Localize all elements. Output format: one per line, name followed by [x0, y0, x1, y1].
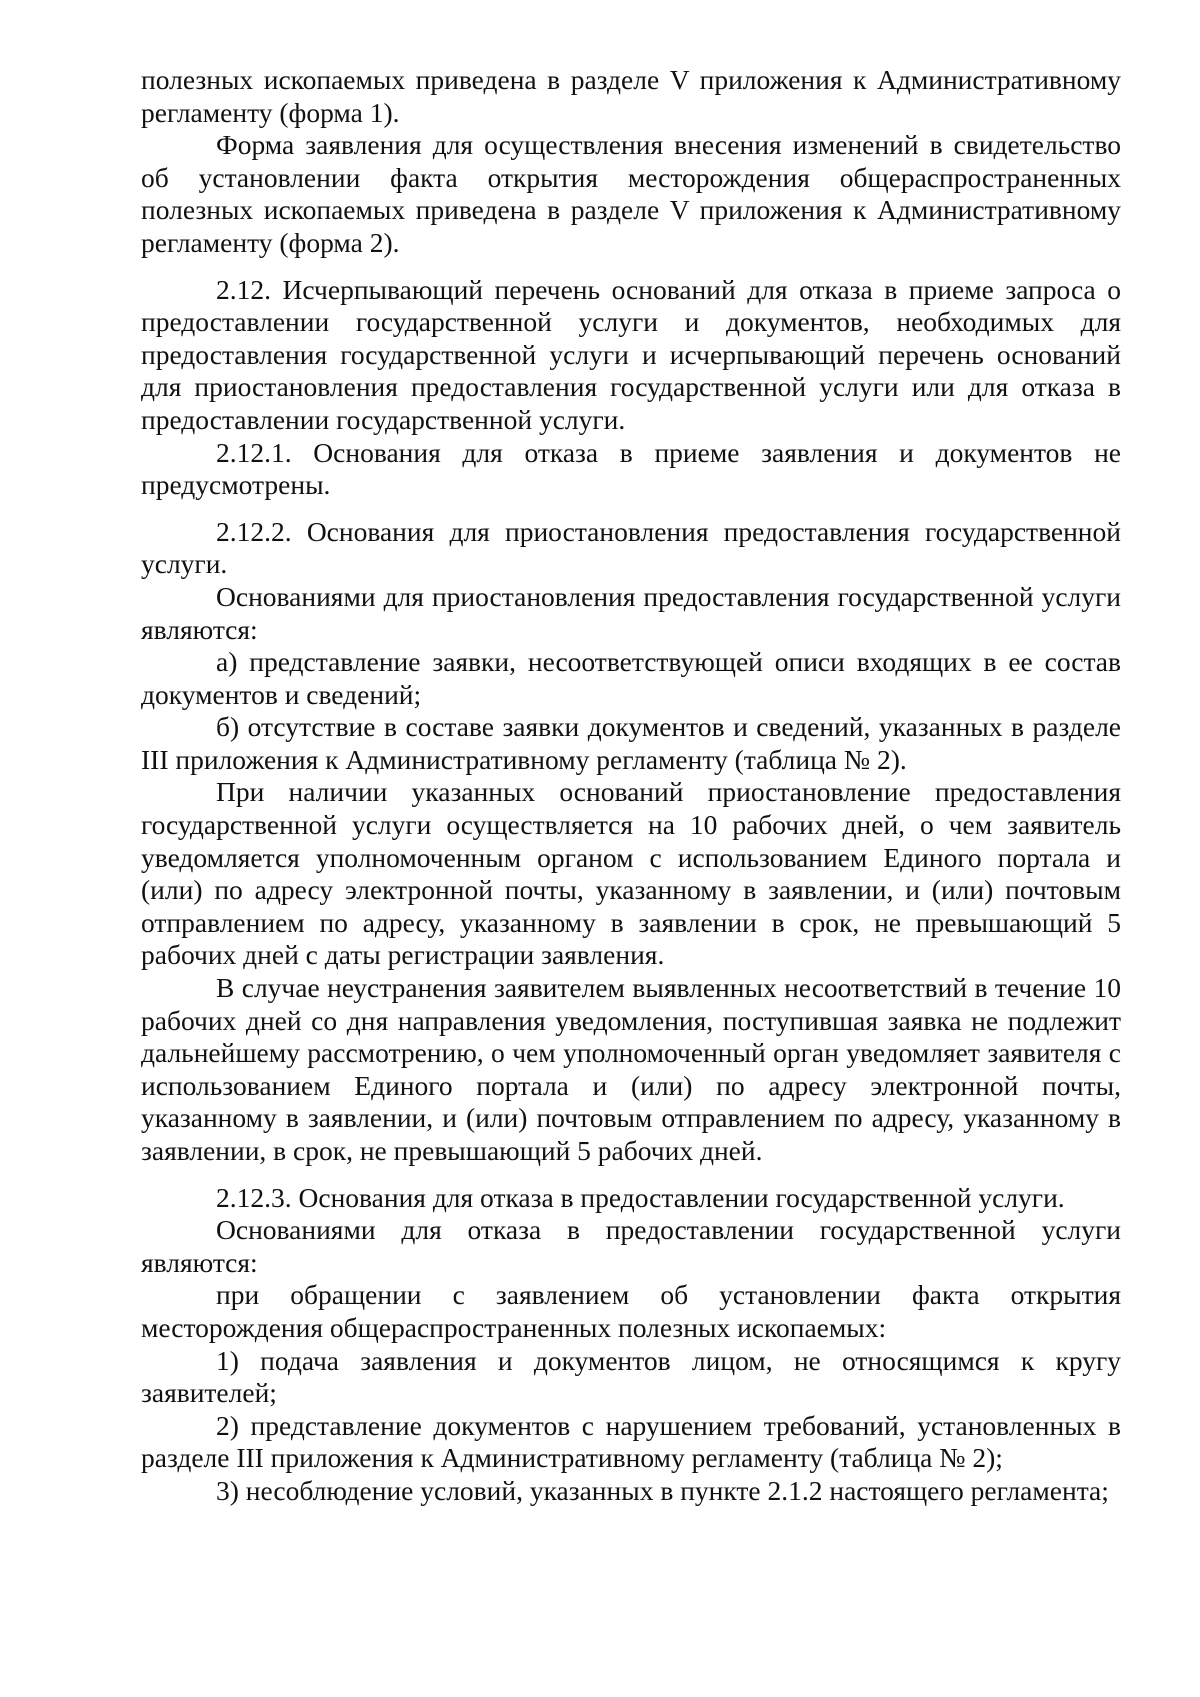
paragraph-suspension-grounds-intro: Основаниями для приостановления предоставления государственной услуги являются: [141, 580, 1121, 645]
paragraph-2-12: 2.12. Исчерпывающий перечень оснований для отказа в приеме запроса о предоставлении государственной услуги и документов, необходимых для предоставления государственной услуги и исчерпывающий перечень оснований для приостановления предоставления государственной услуги или для отказа в предоставлении государственной услуги. [141, 273, 1121, 435]
paragraph-2-12-3: 2.12.3. Основания для отказа в предоставлении государственной услуги. [216, 1181, 1065, 1213]
paragraph-2-12-1: 2.12.1. Основания для отказа в приеме заявления и документов не предусмотрены. [141, 436, 1121, 501]
paragraph-on-application: при обращении с заявлением об установлении факта открытия месторождения общераспространенных полезных ископаемых: [141, 1279, 1121, 1343]
paragraph-suspension-notice: При наличии указанных оснований приостановление предоставления государственной услуги осуществляется на 10 рабочих дней, о чем заявитель уведомляется уполномоченным органом с использованием Единого портала и (или) по адресу электронной почты, указанному в заявлении, и (или) почтовым отправлением по адресу, указанному в заявлении в срок, не превышающий 5 рабочих дней с даты регистрации заявления. [141, 776, 1121, 971]
paragraph-non-remedy: В случае неустранения заявителем выявленных несоответствий в течение 10 рабочих дней со дня направления уведомления, поступившая заявка не подлежит дальнейшему рассмотрению, о чем уполномоченный орган уведомляет заявителя с использованием Единого портала и (или) по адресу электронной почты, указанному в заявлении, и (или) почтовым отправлением по адресу, указанному в заявлении, в срок, не превышающий 5 рабочих дней. [141, 972, 1121, 1166]
paragraph-forma-2: Форма заявления для осуществления внесения изменений в свидетельство об установлении факта открытия месторождения общераспространенных полезных ископаемых приведена в разделе V приложения к Административному регламенту (форма 2). [141, 129, 1121, 258]
paragraph-2-12-2: 2.12.2. Основания для приостановления предоставления государственной услуги. [141, 515, 1121, 580]
paragraph-refusal-grounds-intro: Основаниями для отказа в предоставлении государственной услуги являются: [141, 1214, 1121, 1278]
paragraph-forma-1: полезных ископаемых приведена в разделе V приложения к Административному регламенту (форма 1). [141, 64, 1121, 128]
paragraph-item-b: б) отсутствие в составе заявки документов и сведений, указанных в разделе III приложения к Административному регламенту (таблица № 2). [141, 711, 1121, 775]
paragraph-item-3: 3) несоблюдение условий, указанных в пункте 2.1.2 настоящего регламента; [216, 1474, 1109, 1506]
document-page [141, 64, 1121, 1508]
paragraph-item-a: а) представление заявки, несоответствующей описи входящих в ее состав документов и сведений; [141, 646, 1121, 710]
paragraph-item-1: 1) подача заявления и документов лицом, не относящимся к кругу заявителей; [141, 1344, 1121, 1409]
paragraph-item-2: 2) представление документов с нарушением требований, установленных в разделе III приложения к Административному регламенту (таблица № 2); [141, 1409, 1121, 1474]
